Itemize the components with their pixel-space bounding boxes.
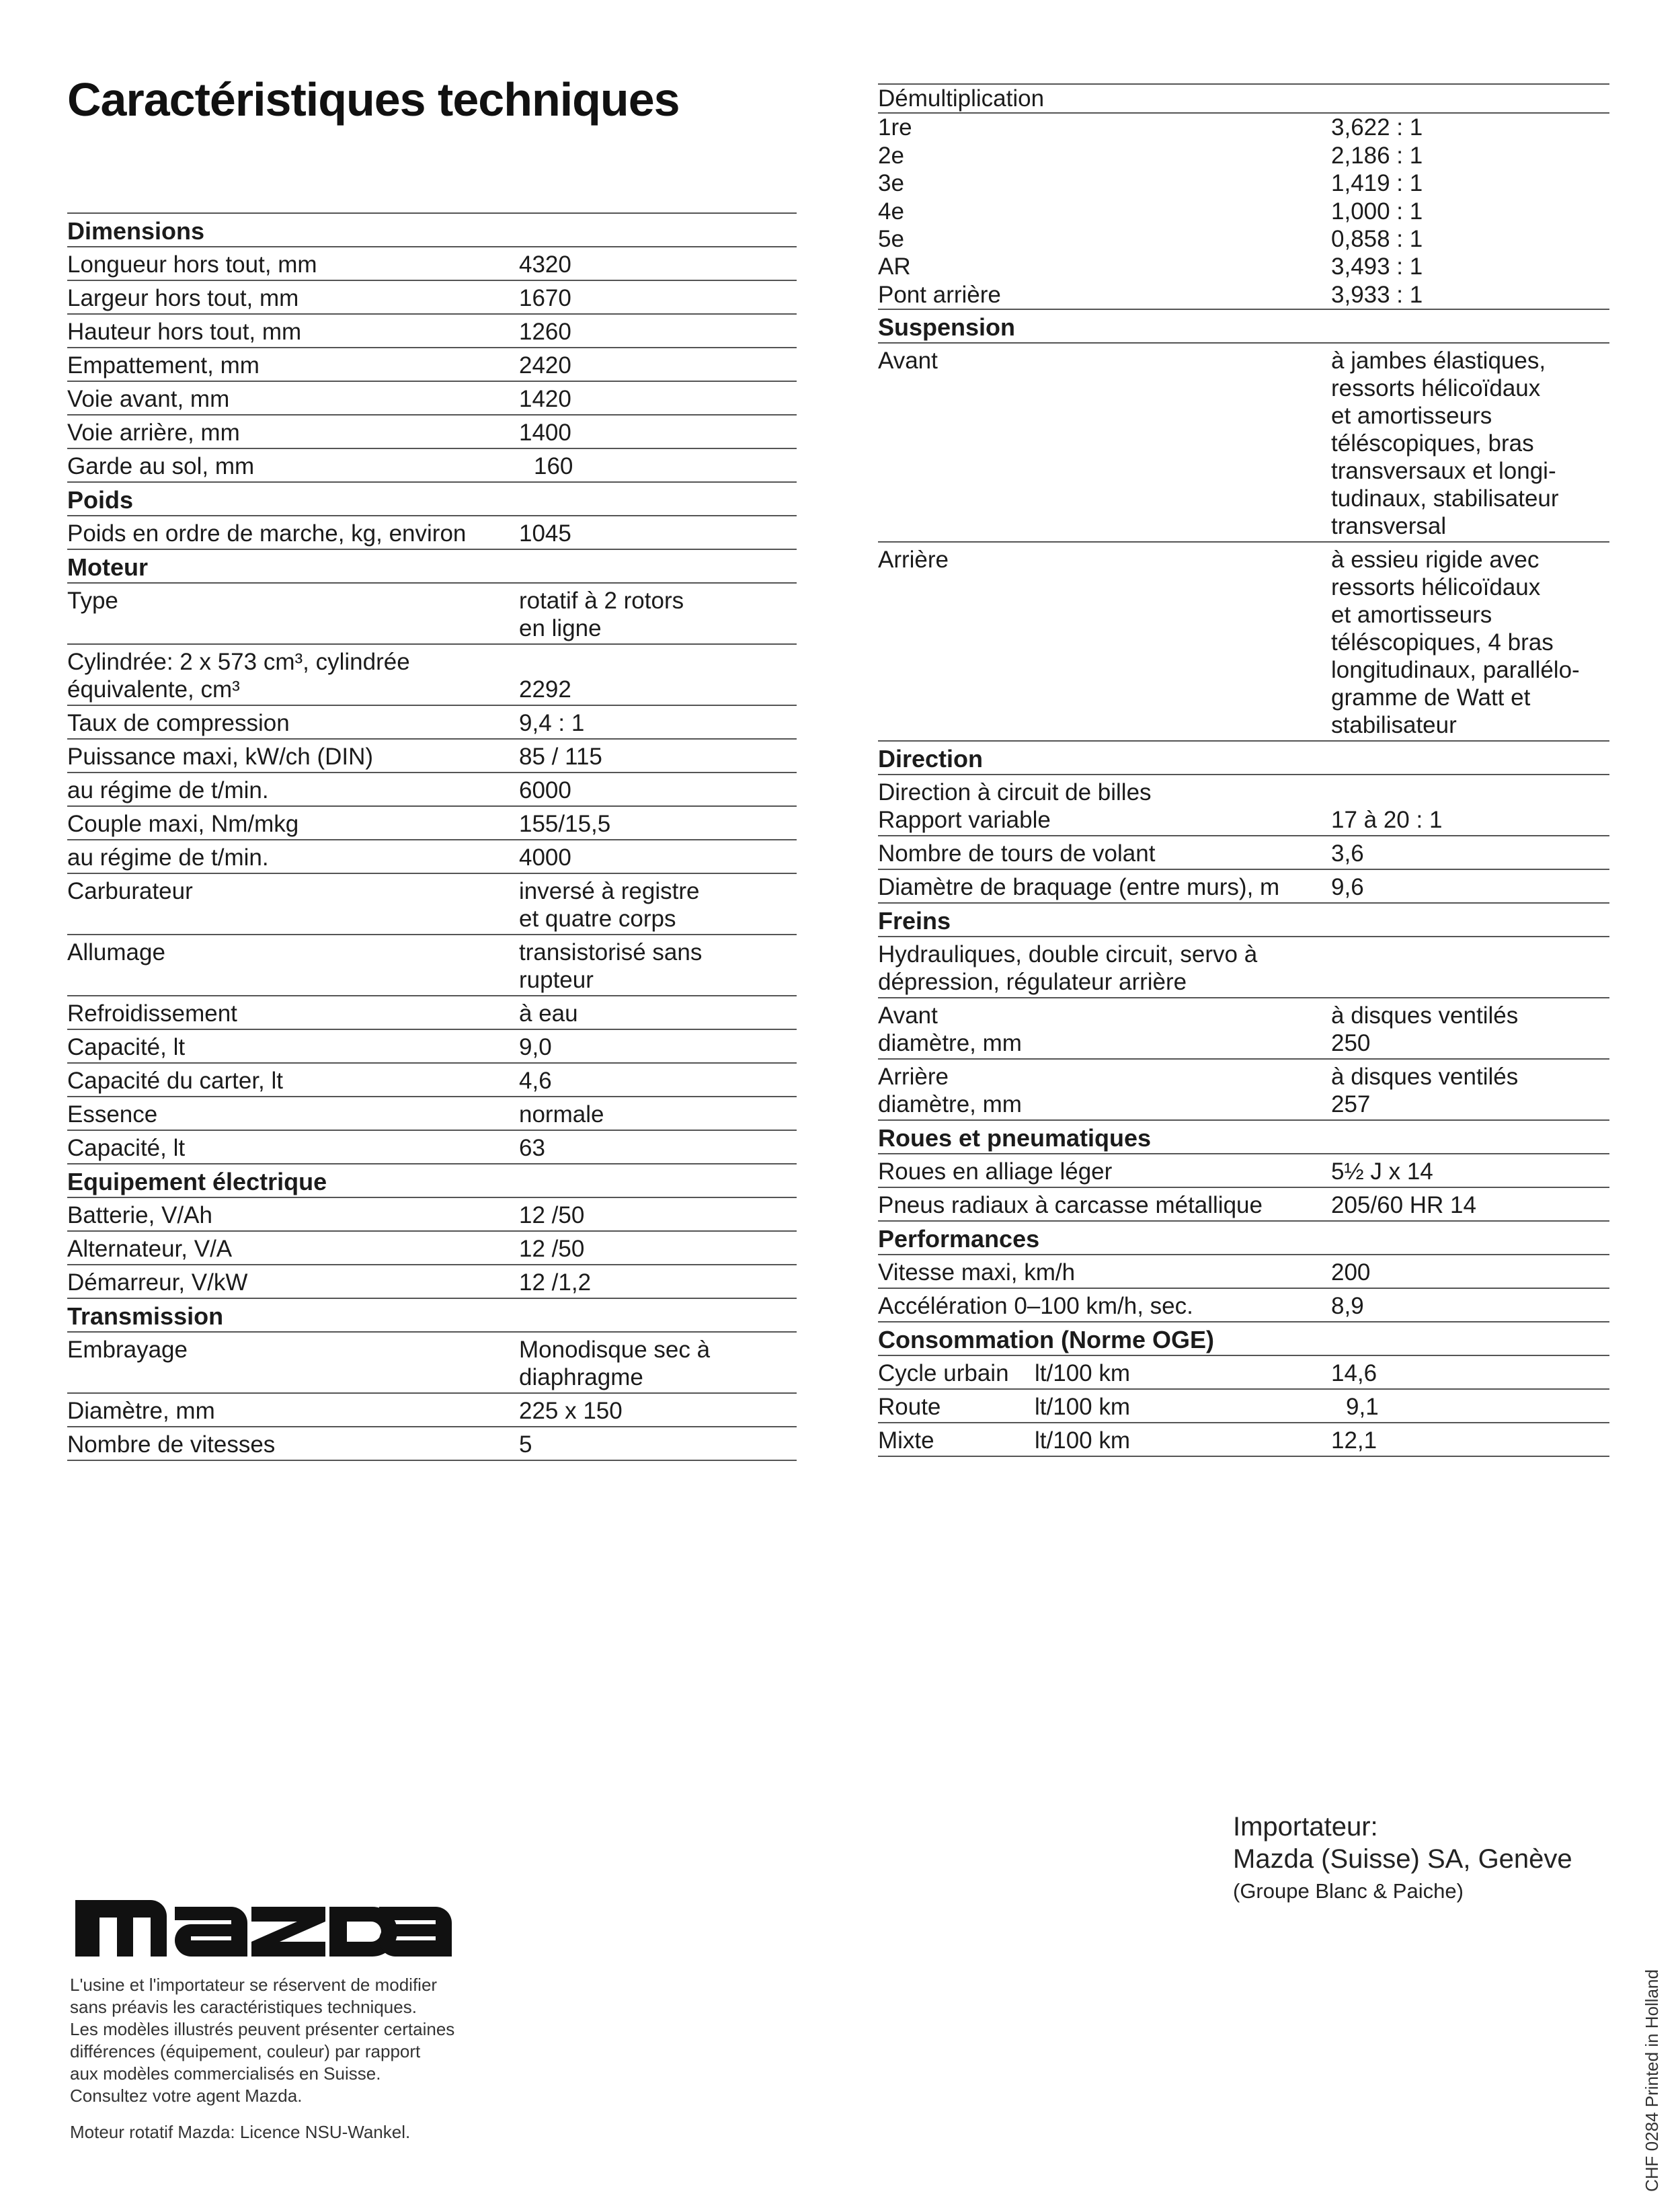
spec-label: au régime de t/min. bbox=[67, 844, 269, 871]
spec-value: 160 bbox=[534, 453, 573, 479]
spec-label: Pneus radiaux à carcasse métallique bbox=[878, 1192, 1263, 1219]
section-heading-label: Suspension bbox=[878, 313, 1016, 342]
spec-row-au-regime-de-t-min bbox=[67, 840, 797, 874]
section-heading-transmission bbox=[67, 1299, 797, 1333]
spec-row-arriere bbox=[878, 543, 1609, 742]
spec-row-carburateur bbox=[67, 874, 797, 935]
spec-row-pneus-radiaux-a-carcasse-metallique bbox=[878, 1188, 1609, 1222]
spec-value: à disques ventilés 250 bbox=[1331, 1002, 1519, 1057]
spec-unit: lt/100 km bbox=[1035, 1360, 1130, 1387]
spec-row-essence bbox=[67, 1097, 797, 1131]
spec-value: Monodisque sec à diaphragme bbox=[519, 1337, 711, 1390]
section-heading-suspension bbox=[878, 310, 1609, 344]
spec-label: Arrière diamètre, mm bbox=[878, 1064, 1022, 1118]
spec-value: à essieu rigide avec ressorts hélicoïdaux et amortisseurs téléscopiques, 4 bras longitudinaux, parallélo- gramme de Watt et stabilisateur bbox=[1331, 547, 1580, 739]
spec-value: 155/15,5 bbox=[519, 811, 611, 837]
spec-value: 3,933 : 1 bbox=[1331, 281, 1423, 308]
gear-ratio-heading: Démultiplication bbox=[878, 85, 1045, 112]
licence-note: Moteur rotatif Mazda: Licence NSU-Wankel. bbox=[70, 2122, 411, 2142]
spec-value: 2420 bbox=[519, 352, 571, 379]
spec-label: Batterie, V/Ah bbox=[67, 1202, 212, 1228]
spec-value: 2,186 : 1 bbox=[1331, 142, 1423, 169]
spec-value: 9,6 bbox=[1331, 874, 1364, 901]
spec-label: Empattement, mm bbox=[67, 352, 259, 379]
spec-row-1re bbox=[878, 114, 1609, 141]
section-heading-roues-et-pneumatiques bbox=[878, 1121, 1609, 1154]
spec-row-hydrauliques-double-circuit-servo-a-depr bbox=[878, 937, 1609, 998]
spec-value: 2292 bbox=[519, 676, 571, 703]
section-heading-poids bbox=[67, 483, 797, 516]
spec-row-puissance-maxi-kw-ch-din bbox=[67, 740, 797, 773]
spec-value: 1,419 : 1 bbox=[1331, 170, 1423, 197]
page-title: Caractéristiques techniques bbox=[67, 73, 680, 126]
spec-label: Carburateur bbox=[67, 878, 193, 904]
spec-label: Refroidissement bbox=[67, 1000, 237, 1027]
spec-row-nombre-de-tours-de-volant bbox=[878, 836, 1609, 870]
spec-label: 5e bbox=[878, 226, 904, 253]
spec-value: 85 / 115 bbox=[519, 744, 602, 770]
spec-label: 4e bbox=[878, 198, 904, 225]
spec-value: à eau bbox=[519, 1000, 578, 1027]
spec-row-hauteur-hors-tout-mm bbox=[67, 315, 797, 348]
spec-row-couple-maxi-nm-mkg bbox=[67, 807, 797, 840]
section-heading-label: Moteur bbox=[67, 553, 148, 581]
spec-label: Pont arrière bbox=[878, 281, 1001, 308]
spec-value: 0,858 : 1 bbox=[1331, 226, 1423, 253]
disclaimer-text: L'usine et l'importateur se réservent de modifier sans préavis les caractéristiques techniques. Les modèles illustrés peuvent présenter certaines différences (équipement, couleur) par rapport aux modèles commercialisés en Suisse. Consultez votre agent Mazda. bbox=[70, 1975, 455, 2106]
spec-label: Hauteur hors tout, mm bbox=[67, 319, 302, 345]
section-heading-label: Dimensions bbox=[67, 217, 205, 245]
spec-row-capacite-lt bbox=[67, 1131, 797, 1164]
spec-row-vitesse-maxi-km-h bbox=[878, 1255, 1609, 1289]
spec-row-type bbox=[67, 584, 797, 645]
spec-value: 63 bbox=[519, 1135, 545, 1161]
spec-row-ar bbox=[878, 253, 1609, 280]
spec-label: Mixte bbox=[878, 1427, 934, 1454]
spec-label: Direction à circuit de billes Rapport variable bbox=[878, 779, 1152, 834]
spec-value: 4,6 bbox=[519, 1068, 552, 1094]
spec-value: 4000 bbox=[519, 844, 571, 871]
spec-row-route bbox=[878, 1390, 1609, 1423]
spec-row-acceleration-0-100-km-h-sec bbox=[878, 1289, 1609, 1322]
spec-value: 225 x 150 bbox=[519, 1398, 623, 1424]
spec-value: 3,6 bbox=[1331, 840, 1364, 867]
spec-row-voie-avant-mm bbox=[67, 382, 797, 416]
spec-value: à disques ventilés 257 bbox=[1331, 1064, 1519, 1118]
spec-value: 8,9 bbox=[1331, 1293, 1364, 1320]
spec-unit: lt/100 km bbox=[1035, 1394, 1130, 1421]
spec-row-batterie-v-ah bbox=[67, 1198, 797, 1232]
spec-label: Diamètre, mm bbox=[67, 1398, 215, 1424]
spec-label: Allumage bbox=[67, 939, 165, 965]
spec-label: Route bbox=[878, 1394, 941, 1421]
spec-row-arriere-diametre-mm bbox=[878, 1060, 1609, 1121]
spec-row-allumage bbox=[67, 935, 797, 996]
spec-label: Couple maxi, Nm/mkg bbox=[67, 811, 299, 837]
spec-unit: lt/100 km bbox=[1035, 1427, 1130, 1454]
spec-row-mixte bbox=[878, 1423, 1609, 1457]
spec-row-4e bbox=[878, 198, 1609, 225]
spec-label: Largeur hors tout, mm bbox=[67, 285, 299, 311]
spec-label: Cylindrée: 2 x 573 cm³, cylindrée équivalente, cm³ bbox=[67, 649, 410, 703]
spec-value: 3,493 : 1 bbox=[1331, 253, 1423, 280]
spec-value: 9,0 bbox=[519, 1034, 552, 1060]
spec-value: 1420 bbox=[519, 386, 571, 412]
spec-label: Embrayage bbox=[67, 1337, 188, 1363]
spec-row-5e bbox=[878, 225, 1609, 253]
spec-label: Capacité, lt bbox=[67, 1034, 186, 1060]
spec-value: 6000 bbox=[519, 777, 571, 803]
spec-value: 4320 bbox=[519, 251, 571, 278]
spec-label: Taux de compression bbox=[67, 710, 290, 736]
spec-row-capacite-lt bbox=[67, 1030, 797, 1064]
spec-row-voie-arriere-mm bbox=[67, 416, 797, 449]
spec-label: Capacité, lt bbox=[67, 1135, 186, 1161]
spec-label: Puissance maxi, kW/ch (DIN) bbox=[67, 744, 374, 770]
spec-label: Capacité du carter, lt bbox=[67, 1068, 283, 1094]
spec-value: 1045 bbox=[519, 520, 571, 547]
section-heading-label: Roues et pneumatiques bbox=[878, 1124, 1152, 1152]
spec-label: Alternateur, V/A bbox=[67, 1236, 233, 1262]
section-heading-label: Direction bbox=[878, 745, 984, 773]
spec-value: 9,1 bbox=[1346, 1394, 1379, 1421]
spec-row-capacite-du-carter-lt bbox=[67, 1064, 797, 1097]
spec-value: 200 bbox=[1331, 1259, 1371, 1286]
spec-label: 3e bbox=[878, 170, 904, 197]
spec-row-cylindree-2-x-573-cm-cylindree-equivalen bbox=[67, 645, 797, 706]
spec-label: Avant bbox=[878, 348, 938, 374]
section-heading-dimensions bbox=[67, 212, 797, 247]
section-heading-performances bbox=[878, 1222, 1609, 1255]
spec-row-empattement-mm bbox=[67, 348, 797, 382]
spec-value: 1400 bbox=[519, 420, 571, 446]
spec-label: Arrière bbox=[878, 547, 949, 574]
section-heading-equipement-electrique bbox=[67, 1164, 797, 1198]
spec-value bbox=[1331, 941, 1607, 996]
spec-label: Nombre de tours de volant bbox=[878, 840, 1156, 867]
spec-label: Nombre de vitesses bbox=[67, 1431, 276, 1458]
spec-row-poids-en-ordre-de-marche-kg-environ bbox=[67, 516, 797, 550]
spec-value: 14,6 bbox=[1331, 1360, 1377, 1387]
importer-name: Mazda (Suisse) SA, Genève bbox=[1233, 1844, 1572, 1874]
spec-value: à jambes élastiques, ressorts hélicoïdaux et amortisseurs téléscopiques, bras transversaux et longi- tudinaux, stabilisateur transversal bbox=[1331, 348, 1559, 540]
section-heading-freins bbox=[878, 904, 1609, 937]
spec-value: 12 /50 bbox=[519, 1236, 585, 1262]
spec-value: 1670 bbox=[519, 285, 571, 311]
left-spec-table bbox=[67, 212, 797, 1461]
section-heading-label: Consommation (Norme OGE) bbox=[878, 1326, 1215, 1354]
spec-label: 1re bbox=[878, 114, 912, 141]
spec-row-refroidissement bbox=[67, 996, 797, 1030]
spec-value: normale bbox=[519, 1101, 604, 1128]
spec-row-largeur-hors-tout-mm bbox=[67, 281, 797, 315]
spec-row-avant-diametre-mm bbox=[878, 998, 1609, 1060]
section-heading-label: Transmission bbox=[67, 1302, 224, 1330]
spec-label: Démarreur, V/kW bbox=[67, 1269, 248, 1296]
spec-label: Voie avant, mm bbox=[67, 386, 230, 412]
spec-row-cycle-urbain bbox=[878, 1356, 1609, 1390]
spec-label: Longueur hors tout, mm bbox=[67, 251, 317, 278]
spec-row-alternateur-v-a bbox=[67, 1232, 797, 1265]
spec-label: Vitesse maxi, km/h bbox=[878, 1259, 1076, 1286]
mazda-logo bbox=[70, 1892, 453, 1959]
importer-group: (Groupe Blanc & Paiche) bbox=[1233, 1879, 1464, 1903]
spec-row-demarreur-v-kw bbox=[67, 1265, 797, 1299]
right-spec-rows bbox=[878, 310, 1609, 1457]
spec-value: inversé à registre et quatre corps bbox=[519, 878, 700, 932]
section-heading-direction bbox=[878, 742, 1609, 775]
spec-value: 9,4 : 1 bbox=[519, 710, 585, 736]
spec-label: Hydrauliques, double circuit, servo à dépression, régulateur arrière bbox=[878, 941, 1258, 996]
spec-row-diametre-de-braquage-entre-murs-m bbox=[878, 870, 1609, 904]
gear-ratio-heading-row bbox=[878, 83, 1609, 114]
section-heading-consommation-norme-oge bbox=[878, 1322, 1609, 1356]
spec-value: 1,000 : 1 bbox=[1331, 198, 1423, 225]
section-heading-label: Equipement électrique bbox=[67, 1168, 327, 1195]
spec-label: Essence bbox=[67, 1101, 158, 1128]
spec-row-embrayage bbox=[67, 1333, 797, 1394]
spec-value: 5 bbox=[519, 1431, 532, 1458]
spec-row-diametre-mm bbox=[67, 1394, 797, 1427]
spec-row-avant bbox=[878, 344, 1609, 543]
spec-value: 12 /50 bbox=[519, 1202, 585, 1228]
spec-row-2e bbox=[878, 142, 1609, 169]
spec-row-taux-de-compression bbox=[67, 706, 797, 740]
spec-label: Garde au sol, mm bbox=[67, 453, 255, 479]
gear-ratio-list bbox=[878, 114, 1609, 310]
spec-value: 12 /1,2 bbox=[519, 1269, 592, 1296]
spec-value: 205/60 HR 14 bbox=[1331, 1192, 1476, 1219]
spec-value: 3,622 : 1 bbox=[1331, 114, 1423, 141]
spec-row-garde-au-sol-mm bbox=[67, 449, 797, 483]
spec-label: Poids en ordre de marche, kg, environ bbox=[67, 520, 467, 547]
spec-row-pont-arriere bbox=[878, 281, 1609, 310]
section-heading-label: Freins bbox=[878, 907, 951, 935]
spec-row-roues-en-alliage-leger bbox=[878, 1154, 1609, 1188]
spec-row-direction-a-circuit-de-billes-rapport-va bbox=[878, 775, 1609, 836]
section-heading-moteur bbox=[67, 550, 797, 584]
spec-label: Cycle urbain bbox=[878, 1360, 1009, 1387]
section-heading-label: Poids bbox=[67, 486, 134, 514]
spec-row-longueur-hors-tout-mm bbox=[67, 247, 797, 281]
spec-row-au-regime-de-t-min bbox=[67, 773, 797, 807]
print-note: CHF 0284 Printed in Holland bbox=[1642, 1969, 1662, 2192]
spec-label: Avant diamètre, mm bbox=[878, 1002, 1022, 1057]
mazda-logo-text: mazda bbox=[70, 1892, 73, 1893]
spec-row-nombre-de-vitesses bbox=[67, 1427, 797, 1461]
spec-label: Roues en alliage léger bbox=[878, 1158, 1113, 1185]
spec-label: Type bbox=[67, 588, 118, 614]
spec-value: 17 à 20 : 1 bbox=[1331, 807, 1443, 834]
spec-label: Diamètre de braquage (entre murs), m bbox=[878, 874, 1280, 901]
spec-label: Accélération 0–100 km/h, sec. bbox=[878, 1293, 1193, 1320]
spec-value: transistorisé sans rupteur bbox=[519, 939, 703, 993]
spec-label: 2e bbox=[878, 142, 904, 169]
spec-value: 12,1 bbox=[1331, 1427, 1377, 1454]
spec-label: Voie arrière, mm bbox=[67, 420, 240, 446]
right-spec-table bbox=[878, 83, 1609, 1457]
spec-value: 1260 bbox=[519, 319, 571, 345]
importer-block bbox=[1233, 1811, 1572, 1907]
spec-row-3e bbox=[878, 169, 1609, 197]
spec-label: AR bbox=[878, 253, 911, 280]
spec-label: au régime de t/min. bbox=[67, 777, 269, 803]
importer-label: Importateur: bbox=[1233, 1812, 1378, 1842]
spec-value: rotatif à 2 rotors en ligne bbox=[519, 588, 684, 641]
spec-value: 5½ J x 14 bbox=[1331, 1158, 1433, 1185]
section-heading-label: Performances bbox=[878, 1225, 1040, 1253]
